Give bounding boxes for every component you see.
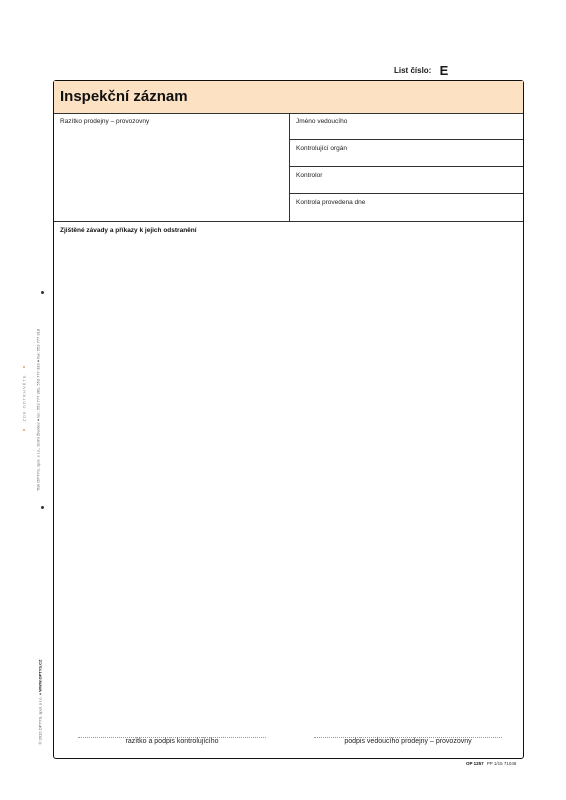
sheet-number-label: List číslo: (394, 66, 432, 75)
form-title: Inspekční záznam (60, 88, 188, 105)
inspection-date-label: Kontrola provedena dne (296, 199, 366, 206)
form-frame (53, 80, 524, 759)
findings-label: Zjištěné závady a příkazy k jejich odstranění (60, 227, 197, 234)
bullet-separator: ● (37, 692, 43, 696)
info-fields (290, 113, 523, 221)
sheet-number (394, 63, 448, 78)
header-fields-grid (54, 113, 523, 222)
publisher-imprint (38, 660, 43, 745)
perforation-dot-top (41, 291, 44, 294)
title-bar (54, 81, 523, 114)
cut-here-text: ZDE ODTRHNĚTE (21, 374, 27, 422)
manager-name-label: Jméno vedoucího (296, 118, 348, 125)
perforation-dot-bottom (41, 506, 44, 509)
cut-marker-dot-top (23, 366, 25, 368)
inspector-field[interactable] (290, 167, 523, 194)
website-text: WWW.OPTYS.CZ (37, 659, 43, 692)
inspecting-body-label: Kontrolující orgán (296, 145, 347, 152)
inspector-label: Kontrolor (296, 172, 323, 179)
copyright-text: © 2012 OPTYS, spol. s r.o. (37, 696, 43, 745)
form-code-number: OP 1257 (466, 761, 484, 766)
stamp-field[interactable] (54, 113, 290, 221)
cut-marker-dot-bottom (23, 429, 25, 431)
sheet-number-value: E (439, 63, 449, 78)
stamp-field-label: Razítko prodejny – provozovny (60, 118, 150, 125)
manager-name-field[interactable] (290, 113, 523, 140)
inspecting-body-field[interactable] (290, 140, 523, 167)
signature-label-manager: podpis vedoucího prodejny – provozovny (344, 738, 472, 745)
printer-info-text: Tisk OPTYS, spol. s r.o., Dolní Životice ● tel.: 553 777 381, 553 777 333 ● fax: 553 777 318 (35, 328, 41, 492)
findings-area[interactable] (54, 237, 523, 727)
form-code-sub: PP 1/15 71048 (486, 761, 517, 766)
signature-label-inspector: razítko a podpis kontrolujícího (125, 738, 219, 745)
form-code (466, 761, 516, 766)
inspection-date-field[interactable] (290, 194, 523, 221)
